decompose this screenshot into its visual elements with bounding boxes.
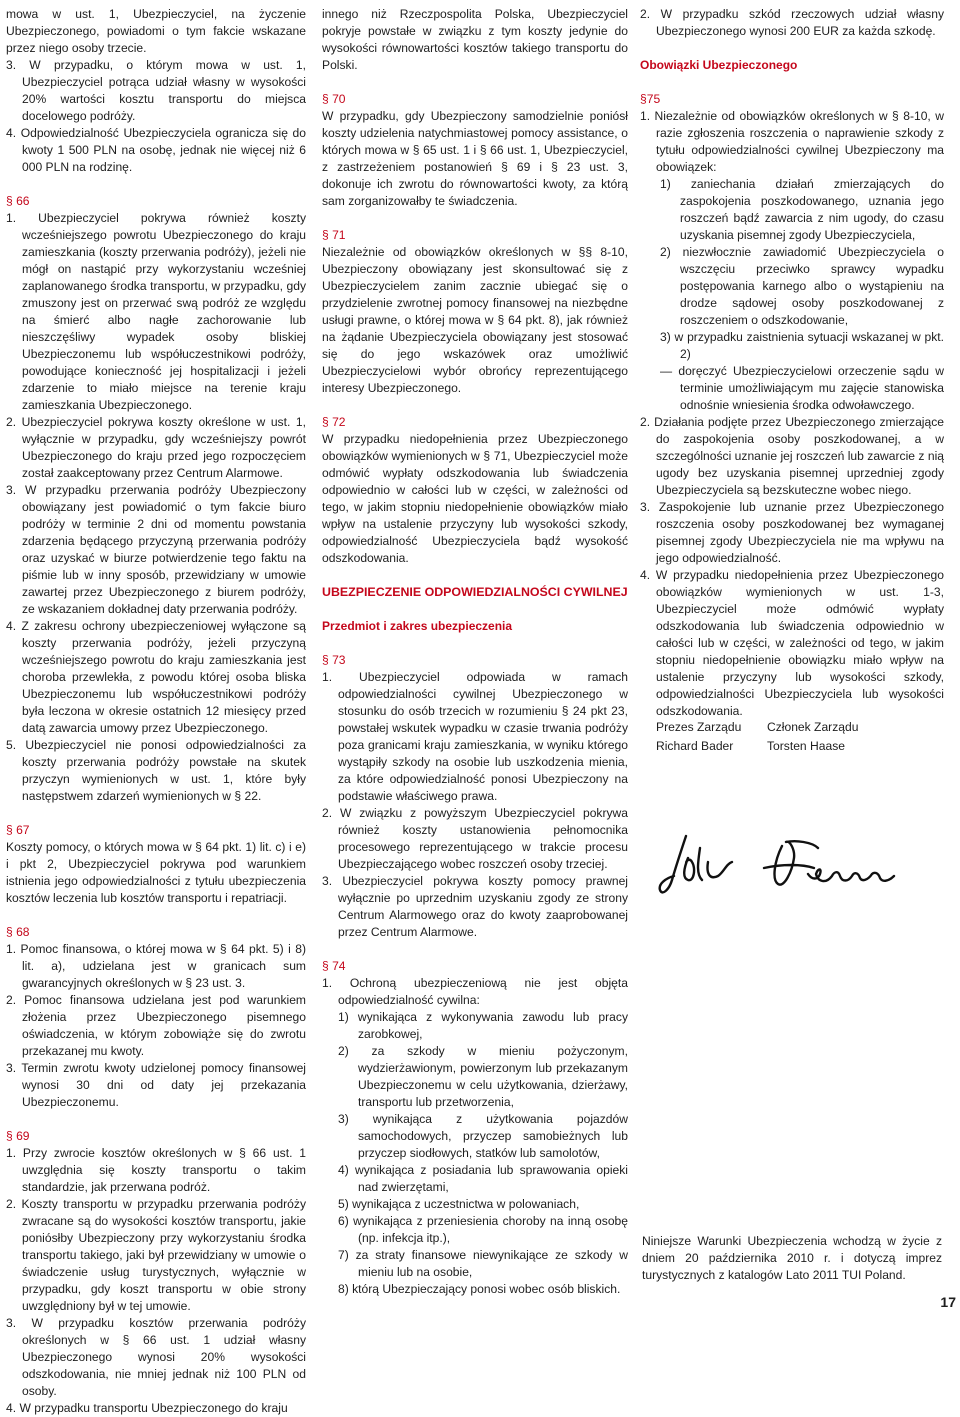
paragraph: 1. Ubezpieczyciel odpowiada w ramach odpowiedzialności cywilnej Ubezpieczonego w stosunku do osób trzecich w rozumieniu § 24 pkt 23, powstałej wskutek wypadku w czasie trwania podróży poza granicami kraju zamieszkania, w wyniku którego wystąpiły szkody na osobie lub uszkodzenia mienia, za które odpowiedzialność ponosi Ubezpieczony na podstawie właściwego prawa. (322, 670, 628, 803)
subsection-title: Przedmiot i zakres ubezpieczenia (322, 619, 513, 633)
signature-name: Torsten Haase (767, 739, 845, 753)
paragraph: 3. W przypadku przerwania podróży Ubezpieczony obowiązany jest powiadomić o tym fakcie biuro podróży w terminie 2 dni od momentu powstania zdarzenia będącego przyczyną przerwania podróży oraz uzyskać w biurze potwierdzenie tego faktu na piśmie lub w inny sposób, przewidziany w umowie zawartej przez Ubezpieczonego z biurem podróży, ze wskazaniem dokładnej daty przerwania podróży. (6, 483, 306, 616)
signature-role: Prezes Zarządu (656, 720, 742, 734)
signature-name: Richard Bader (656, 739, 734, 753)
paragraph: W przypadku niedopełnienia przez Ubezpieczonego obowiązków wymienionych w § 71, Ubezpieczyciel może odmówić wypłaty odszkodowania lub świadczenia odpowiednio w całości lub w części, w zależności od tego, w jakim stopniu niedopełnienie obowiązków miało wpływ na ustalenie przyczyny lub wysokości szkody, odpowiedzialność Ubezpieczyciela bądź wysokość odszkodowania. (322, 432, 628, 565)
column-middle (322, 6, 628, 1298)
signature-role: Członek Zarządu (767, 720, 859, 734)
paragraph: W przypadku, gdy Ubezpieczony samodzielnie poniósł koszty udzielenia natychmiastowej pomocy assistance, o których mowa w § 65 ust. 1 i § 66 ust. 1, Ubezpieczyciel, z zastrzeżeniem postanowień § 69 i § 23 ust. 3, dokonuje ich zwrotu do równowartości kwoty, za którą sam zorganizowałby te świadczenia. (322, 109, 628, 208)
effective-date-note: Niniejsze Warunki Ubezpieczenia wchodzą w życie z dniem 20 października 2010 r. i dotyczą imprez turystycznych z katalogów Lato 2011 TUI Poland. (642, 1234, 942, 1282)
paragraph: 2. Działania podjęte przez Ubezpieczonego zmierzające do zaspokojenia osoby poszkodowanej, a w szczególności uznanie jej roszczeń lub zawarcie z nią ugody bez uzyskania pisemnej uprzedniej zgody Ubezpieczyciela są bezskuteczne wobec niego. (640, 415, 944, 497)
paragraph: 1. Pomoc finansowa, o której mowa w § 64 pkt. 5) i 8) lit. a), udzielana jest w granicach sum gwarancyjnych określonych w § 23 ust. 3. (6, 942, 306, 990)
section-heading-73: § 73 (322, 653, 346, 667)
list-item: 2) za szkody w mieniu pożyczonym, wydzierżawionym, powierzonym lub przekazanym Ubezpieczonemu w celu użytkowania, dzierżawy, transportu lub przetworzenia, (338, 1044, 628, 1109)
paragraph: innego niż Rzeczpospolita Polska, Ubezpieczyciel pokryje powstałe w związku z tym koszty jedynie do wysokości równowartości kosztów takiego transportu do Polski. (322, 7, 628, 72)
handwritten-signature-right (752, 828, 912, 908)
list-item: 8) którą Ubezpieczający ponosi wobec osób bliskich. (338, 1282, 621, 1296)
paragraph: 2. Ubezpieczyciel pokrywa koszty określone w ust. 1, wyłącznie w przypadku, gdy wcześniejszy powrót Ubezpieczonego do kraju przed jego rozpoczęciem został zaakceptowany przez Centrum Alarmowe. (6, 415, 306, 480)
paragraph: 3. Zaspokojenie lub uznanie przez Ubezpieczonego roszczenia osoby poszkodowanej bez wymaganej pisemnej zgody Ubezpieczyciela nie ma wpływu na jego odpowiedzialność. (640, 500, 944, 565)
paragraph: 2. Pomoc finansowa udzielana jest pod warunkiem złożenia przez Ubezpieczonego pisemnego oświadczenia, w którym zobowiąże się do zwrotu przekazanej mu kwoty. (6, 993, 306, 1058)
section-heading-67: § 67 (6, 823, 30, 837)
paragraph: 3. W przypadku, o którym mowa w ust. 1, Ubezpieczyciel potrąca udział własny w wysokości 20% wartości kosztu transportu do miejsca docelowego podróży. (6, 58, 306, 123)
paragraph: 1. Ochroną ubezpieczeniową nie jest objęta odpowiedzialność cywilna: (322, 976, 628, 1007)
section-heading-72: § 72 (322, 415, 346, 429)
paragraph: 4. W przypadku niedopełnienia przez Ubezpieczonego obowiązków wymienionych w ust. 1-3, Ubezpieczyciel może odmówić wypłaty odszkodowania lub świadczenia odpowiednio w całości lub w części, w zależności od tego, w jakim stopniu niedopełnienie obowiązku miało wpływ na ustalenie przyczyny lub wysokości szkody, odpowiedzialności Ubezpieczyciela lub wysokości odszkodowania. (640, 568, 944, 718)
section-heading-71: § 71 (322, 228, 346, 242)
chapter-title: UBEZPIECZENIE ODPOWIEDZIALNOŚCI CYWILNEJ (322, 585, 628, 599)
paragraph: 1. Niezależnie od obowiązków określonych w § 8-10, w razie zgłoszenia roszczenia o naprawienie szkody z tytułu odpowiedzialności cywilnej Ubezpieczony ma obowiązek: (640, 109, 944, 174)
paragraph: 4. Odpowiedzialność Ubezpieczyciela ogranicza się do kwoty 1 500 PLN na osobę, jednak nie więcej niż 6 000 PLN na rodzinę. (6, 126, 306, 174)
list-item: 6) wynikająca z przeniesienia choroby na inną osobę (np. infekcja itp.), (338, 1214, 628, 1245)
section-heading-70: § 70 (322, 92, 346, 106)
signature-left (656, 718, 741, 756)
paragraph: 4. Z zakresu ochrony ubezpieczeniowej wyłączone są koszty przerwania podróży, jeżeli przyczyną wcześniejszego powrotu do kraju zamieszkania jest choroba przewlekła, z powodu której osoba bliska Ubezpieczonemu lub współuczestnikowi podróży była leczona w okresie ostatnich 12 miesięcy przed datą zawarcia umowy przez Ubezpieczonego. (6, 619, 306, 735)
list-item: 1) zaniechania działań zmierzających do zaspokojenia poszkodowanego, uznania jego roszczeń bądź zawarcia z nim ugody, do czasu uzyskania pisemnej zgody Ubezpieczyciela, (660, 177, 944, 242)
list-item: 2) niezwłocznie zawiadomić Ubezpieczyciela o wszczęciu przeciwko sprawcy wypadku postępowania karnego albo o wystąpieniu na drodze sądowej osoby poszkodowanej z roszczeniem o odszkodowanie, (660, 245, 944, 327)
paragraph: mowa w ust. 1, Ubezpieczyciel, na życzenie Ubezpieczonego, powiadomi o tym fakcie wskazane przez niego osoby trzecie. (6, 7, 306, 55)
paragraph: 3. W przypadku kosztów przerwania podróży określonych w § 66 ust. 1 udział własny Ubezpieczonego wynosi 20% wysokości odszkodowania, nie mniej jednak niż 100 PLN od osoby. (6, 1316, 306, 1398)
subsection-title: Obowiązki Ubezpieczonego (640, 58, 798, 72)
handwritten-signature-left (652, 828, 752, 908)
page-number: 17 (940, 1294, 956, 1310)
paragraph: 3. Termin zwrotu kwoty udzielonej pomocy finansowej wynosi 30 dni od daty jej przekazania Ubezpieczonemu. (6, 1061, 306, 1109)
section-heading-68: § 68 (6, 925, 30, 939)
list-item: 3) w przypadku zaistnienia sytuacji wskazanej w pkt. 2) (660, 330, 944, 361)
paragraph: 2. W przypadku szkód rzeczowych udział własny Ubezpieczonego wynosi 200 EUR za każda szkodę. (640, 7, 944, 38)
paragraph: 1. Przy zwrocie kosztów określonych w § 66 ust. 1 uwzględnia się koszty transportu o takim standardzie, jak przerwana podróż. (6, 1146, 306, 1194)
list-item: 4) wynikająca z posiadania lub sprawowania opieki nad zwierzętami, (338, 1163, 628, 1194)
section-heading-66: § 66 (6, 194, 30, 208)
list-item: 1) wynikająca z wykonywania zawodu lub pracy zarobkowej, (338, 1010, 628, 1041)
paragraph: 1. Ubezpieczyciel pokrywa również koszty wcześniejszego powrotu Ubezpieczonego do kraju zamieszkania (koszty przerwania podróży), jeżeli nie mógł on nastąpić przy wykorzystaniu wcześniej zaplanowanego środka transportu, w przypadku, gdy zmuszony jest on przerwać swą podróż ze względu na śmierć albo nagłe zachorowanie lub nieszczęśliwy wypadek osoby bliskiej Ubezpieczonemu lub współuczestnikowi podróży, powodujące konieczność jej hospitalizacji i jeżeli zdarzenie to miało miejsce na terenie kraju zamieszkania Ubezpieczonego. (6, 211, 306, 412)
signature-right (767, 718, 858, 756)
paragraph: Niezależnie od obowiązków określonych w §§ 8-10, Ubezpieczony obowiązany jest skonsultować się z Ubezpieczycielem zanim zacznie ubiegać się o przydzielenie zwrotnej pomocy finansowej na niezbędne usługi prawne, o której mowa w § 64 pkt. 8), jak również na żądanie Ubezpieczyciela obowiązany jest stosować się do jego wskazówek oraz umożliwić Ubezpieczycielowi wybór obrońcy reprezentującego interesy Ubezpieczonego. (322, 245, 628, 395)
column-right (640, 6, 944, 720)
column-left (6, 6, 306, 1417)
paragraph: 2. W związku z powyższym Ubezpieczyciel pokrywa również koszty ustanowienia pełnomocnika procesowego reprezentującego w trakcie procesu Ubezpieczającego wobec roszczeń osoby trzeciej. (322, 806, 628, 871)
section-heading-74: § 74 (322, 959, 346, 973)
paragraph: 4. W przypadku transportu Ubezpieczonego do kraju (6, 1401, 288, 1415)
list-item: 3) wynikająca z użytkowania pojazdów samochodowych, przyczep samobieżnych lub przyczep siodłowych, statków lub samolotów, (338, 1112, 628, 1160)
paragraph: Koszty pomocy, o których mowa w § 64 pkt. 1) lit. c) i e) i pkt 2, Ubezpieczyciel pokrywa pod warunkiem istnienia jego odpowiedzialności z tytułu ubezpieczenia kosztów leczenia lub kosztów transportu i repatriacji. (6, 840, 306, 905)
section-heading-69: § 69 (6, 1129, 30, 1143)
list-item: 5) wynikająca z uczestnictwa w polowaniach, (338, 1197, 580, 1211)
list-item: 7) za straty finansowe niewynikające ze szkody w mieniu lub na osobie, (338, 1248, 628, 1279)
list-item: — doręczyć Ubezpieczycielowi orzeczenie sądu w terminie umożliwiającym mu zajęcie stanowiska odnośnie wniesienia środka odwoławczego. (660, 364, 944, 412)
paragraph: 3. Ubezpieczyciel pokrywa koszty pomocy prawnej wyłącznie po uprzednim uzyskaniu zgody ze strony Centrum Alarmowego oraz do kwoty zaaprobowanej przez Centrum Alarmowe. (322, 874, 628, 939)
section-heading-75: §75 (640, 92, 661, 106)
paragraph: 5. Ubezpieczyciel nie ponosi odpowiedzialności za koszty przerwania podróży powstałe na skutek przyczyn wymienionych w ust. 1, które były następstwem zdarzeń wymienionych w § 22. (6, 738, 306, 803)
paragraph: 2. Koszty transportu w przypadku przerwania podróży zwracane są do wysokości kosztów transportu, jakie poniósłby Ubezpieczony przy wykorzystaniu środka transportu takiego, jaki był przewidziany w umowie o świadczenie usług turystycznych, wyłącznie w przypadku, gdy koszt transportu w obie strony uwzględniony był w tej umowie. (6, 1197, 306, 1313)
